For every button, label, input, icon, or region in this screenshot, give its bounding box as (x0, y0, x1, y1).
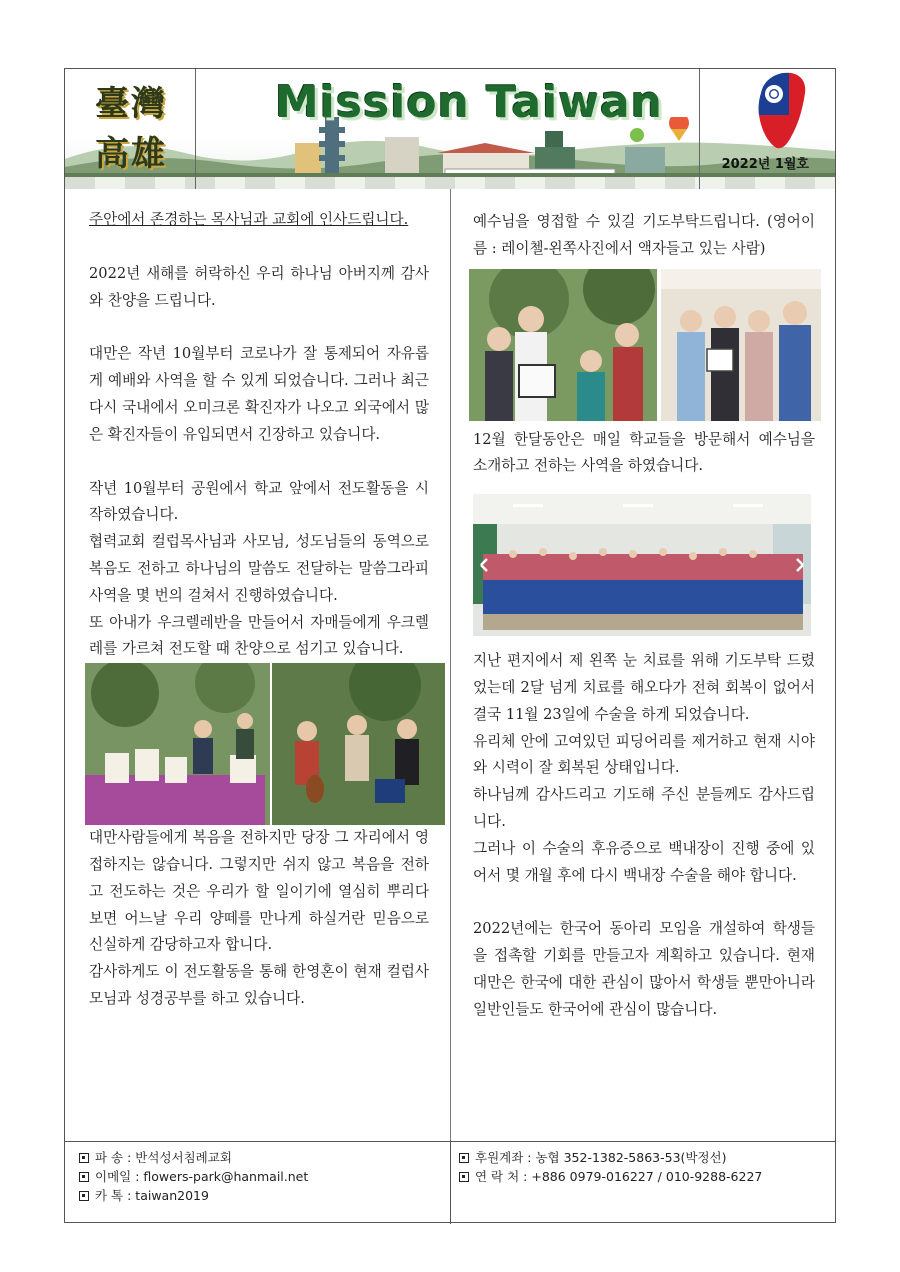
bullet-square-icon (79, 1191, 89, 1201)
newsletter-title: Mission Taiwan (275, 77, 663, 128)
kakao-label: 카 톡 (95, 1188, 124, 1203)
paragraph: 그러나 이 수술의 후유증으로 백내장이 진행 중에 있어서 몇 개월 후에 다시 백내장 수술을 해야 합니다. (473, 839, 815, 884)
paragraph: 협력교회 컬럽목사님과 사모님, 성도님들의 동역으로 복음도 전하고 하나님의 말씀도 전달하는 말씀그라피 사역을 몇 번의 걸쳐서 진행하였습니다. (89, 533, 429, 604)
header-divider (699, 69, 700, 189)
email-row: 이메일 : flowers-park@hanmail.net (79, 1167, 308, 1186)
footer-left (79, 1148, 308, 1205)
evangelism-ukulele-photo (85, 663, 445, 825)
account-label: 후원계좌 (475, 1150, 524, 1165)
hanzi-line-2: 高雄 (95, 134, 167, 174)
bank-account: 농협 352-1382-5863-53(박정선) (535, 1150, 727, 1165)
school-visit-group-photo (473, 494, 811, 636)
paragraph: 12월 한달동안은 매일 학교들을 방문해서 예수님을 소개하고 전하는 사역을 하였습니다. (473, 430, 815, 475)
sender-church: 반석성서침례교회 (135, 1150, 232, 1165)
paragraph: 유리체 안에 고여있던 피딩어리를 제거하고 현재 시야와 시력이 잘 회복된 상태입니다. (473, 732, 815, 777)
rachel-and-team-photo (469, 269, 821, 421)
paragraph: 감사하게도 이 전도활동을 통해 한영혼이 현재 컬럽사모님과 성경공부를 하고 있습니다. (89, 963, 429, 1007)
kakao-id: taiwan2019 (135, 1188, 209, 1203)
contact-row: 연 락 처 : +886 0979-016227 / 010-9288-6227 (459, 1167, 762, 1186)
bullet-square-icon (79, 1153, 89, 1163)
issue-date: 2022년 1월호 (721, 157, 809, 172)
paragraph: 지난 편지에서 제 왼쪽 눈 치료를 위해 기도부탁 드렸었는데 2달 넘게 치료를 해오다가 전혀 회복이 없어서 결국 11월 23일에 수술을 하게 되었습니다. (473, 652, 815, 723)
bullet-square-icon (459, 1172, 469, 1182)
footer-right (459, 1148, 762, 1186)
paragraph: 예수님을 영접할 수 있길 기도부탁드립니다. (영어이름 : 레이첼-왼쪽사진에서 액자들고 있는 사람) (473, 213, 815, 257)
sender-row: 파 송 : 반석성서침례교회 (79, 1148, 308, 1167)
contact-footer (65, 1141, 835, 1224)
header-banner (65, 69, 835, 189)
city-name-chinese (95, 79, 167, 179)
sender-label: 파 송 (95, 1150, 124, 1165)
paragraph: 또 아내가 우크렐레반을 만들어서 자매들에게 우크렐레를 가르쳐 전도할 때 찬양으로 섬기고 있습니다. (89, 613, 429, 658)
column-divider (450, 189, 451, 1141)
paragraph: 2022년 새해를 허락하신 우리 하나님 아버지께 감사와 찬양을 드립니다. (89, 264, 429, 309)
paragraph: 대만사람들에게 복음을 전하지만 당장 그 자리에서 영접하지는 않습니다. 그렇지만 쉬지 않고 복음을 전하고 전도하는 것은 우리가 할 일이기에 열심히 뿌리다 보면 어느날 우리 양떼를 만나게 하실거란 믿음으로 신실하게 감당하고자 합니다. (89, 829, 429, 954)
right-column (473, 209, 815, 1024)
paragraph: 대만은 작년 10월부터 코로나가 잘 통제되어 자유롭게 예배와 사역을 할 수 있게 되었습니다. 그러나 최근 다시 국내에서 오미크론 확진자가 나오고 외국에서 많은 확진자들이 유입되면서 긴장하고 있습니다. (89, 345, 429, 443)
newsletter-sheet (64, 68, 836, 1223)
hanzi-line-1: 臺灣 (95, 84, 167, 124)
email-address[interactable]: flowers-park@hanmail.net (143, 1169, 309, 1184)
phone-numbers: +886 0979-016227 / 010-9288-6227 (531, 1169, 763, 1184)
bullet-square-icon (459, 1153, 469, 1163)
paragraph: 2022년에는 한국어 동아리 모임을 개설하여 학생들을 접촉할 기회를 만들고자 계획하고 있습니다. 현재 대만은 한국에 대한 관심이 많아서 학생들 뿐만아니라 일반인들도 한국어에 관심이 많습니다. (473, 920, 815, 1018)
contact-label: 연 락 처 (475, 1169, 520, 1184)
account-row: 후원계좌 : 농협 352-1382-5863-53(박정선) (459, 1148, 762, 1167)
bullet-square-icon (79, 1172, 89, 1182)
paragraph: 하나님께 감사드리고 기도해 주신 분들께도 감사드립니다. (473, 786, 815, 830)
kakao-row: 카 톡 : taiwan2019 (79, 1186, 308, 1205)
left-column (89, 207, 429, 1013)
taiwan-flag-map-icon (753, 71, 819, 153)
paragraph: 작년 10월부터 공원에서 학교 앞에서 전도활동을 시작하였습니다. (89, 479, 429, 524)
greeting-heading: 주안에서 존경하는 목사님과 교회에 인사드립니다. (89, 211, 409, 228)
header-stripe (65, 177, 835, 189)
header-divider (195, 69, 196, 189)
email-label: 이메일 (95, 1169, 132, 1184)
footer-divider (450, 1142, 451, 1224)
